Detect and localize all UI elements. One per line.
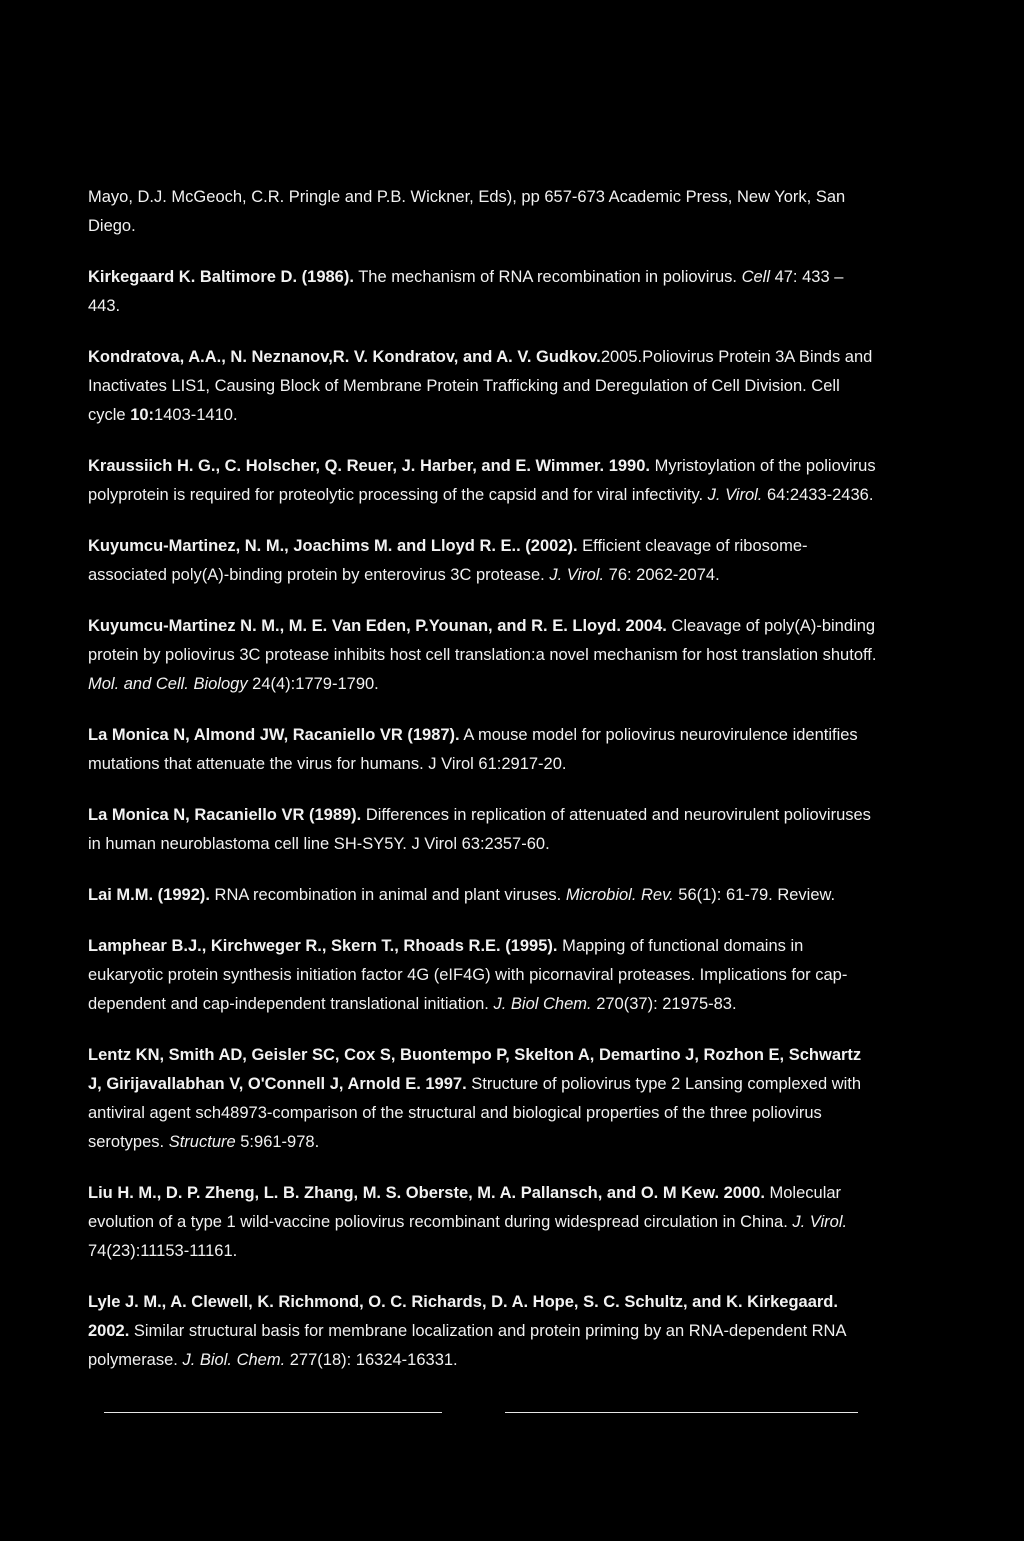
reference-authors: Lai M.M. (1992). [88,886,210,904]
reference-journal: J. Virol. [707,486,763,504]
footer-rule-left [104,1412,442,1413]
reference-authors: Lamphear B.J., Kirchweger R., Skern T., Rhoads R.E. (1995). [88,937,558,955]
reference-journal: J. Biol. Chem. [182,1351,286,1369]
reference-text: Efficient cleavage of ribosome-associated poly(A)-binding protein by enterovirus 3C protease. [88,537,808,584]
reference-text: Differences in replication of attenuated and neurovirulent polioviruses in human neuroblastoma cell line SH-SY5Y. J Virol 63:2357-60. [88,806,871,853]
reference-text: 74(23):11153-11161. [88,1242,238,1260]
reference-authors: Kirkegaard K. Baltimore D. (1986). [88,268,354,286]
reference-entry [88,1041,878,1157]
reference-entry [88,881,878,910]
reference-entry [88,801,878,859]
reference-text: 56(1): 61-79. Review. [673,886,836,904]
reference-text: 5:961-978. [235,1133,320,1151]
reference-journal: J. Virol. [792,1213,848,1231]
reference-authors: Kraussiich H. G., C. Holscher, Q. Reuer, J. Harber, and E. Wimmer. 1990. [88,457,650,475]
reference-journal: Structure [168,1133,236,1151]
reference-entry [88,1288,878,1375]
reference-text: Structure of poliovirus type 2 Lansing complexed with antiviral agent sch48973-comparison of the structural and biological properties of the three poliovirus serotypes. [88,1075,862,1151]
reference-text: 64:2433-2436. [762,486,874,504]
reference-entry [88,183,878,241]
reference-entry [88,612,878,699]
reference-text: Cleavage of poly(A)-binding protein by poliovirus 3C protease inhibits host cell translation:a novel mechanism for host translation shutoff. [88,617,877,664]
reference-entry [88,343,878,430]
reference-authors: Kuyumcu-Martinez, N. M., Joachims M. and Lloyd R. E.. (2002). [88,537,578,555]
reference-text: 1403-1410. [154,406,238,424]
reference-authors: Kondratova, A.A., N. Neznanov,R. V. Kondratov, and A. V. Gudkov. [88,348,601,366]
reference-authors: La Monica N, Almond JW, Racaniello VR (1987). [88,726,460,744]
reference-authors: La Monica N, Racaniello VR (1989). [88,806,362,824]
reference-text: 277(18): 16324-16331. [285,1351,458,1369]
reference-entry [88,932,878,1019]
reference-journal: J. Virol. [549,566,605,584]
reference-authors: Lyle J. M., A. Clewell, K. Richmond, O. C. Richards, D. A. Hope, S. C. Schultz, and K. Kirkegaard. 2002. [88,1293,838,1340]
reference-entry [88,532,878,590]
reference-journal: Cell [741,268,770,286]
reference-text: Myristoylation of the poliovirus polyprotein is required for proteolytic processing of the capsid and for viral infectivity. [88,457,876,504]
reference-entry [88,452,878,510]
reference-text: 47: 433 – 443. [88,268,844,315]
reference-text: Molecular evolution of a type 1 wild-vaccine poliovirus recombinant during widespread circulation in China. [88,1184,842,1231]
footer-separator [0,1412,1024,1414]
reference-journal: Mol. and Cell. Biology [88,675,248,693]
reference-entry [88,1179,878,1266]
reference-authors: Liu H. M., D. P. Zheng, L. B. Zhang, M. S. Oberste, M. A. Pallansch, and O. M Kew. 2000. [88,1184,765,1202]
reference-text: Mapping of functional domains in eukaryotic protein synthesis initiation factor 4G (eIF4G) with picornaviral proteases. Implications for cap-dependent and cap-independent translational initiation. [88,937,848,1013]
reference-text: A mouse model for poliovirus neurovirulence identifies mutations that attenuate the virus for humans. J Virol 61:2917-20. [88,726,858,773]
reference-text: 270(37): 21975-83. [591,995,737,1013]
reference-entry [88,721,878,779]
reference-authors: Lentz KN, Smith AD, Geisler SC, Cox S, Buontempo P, Skelton A, Demartino J, Rozhon E, Schwartz J, Girijavallabhan V, O'Connell J, Arnold E. 1997. [88,1046,862,1093]
reference-text: 76: 2062-2074. [604,566,720,584]
reference-authors: 10: [130,406,155,424]
reference-text: 2005.Poliovirus Protein 3A Binds and Inactivates LIS1, Causing Block of Membrane Protein Trafficking and Deregulation of Cell Division. Cell cycle [88,348,873,424]
reference-text: Mayo, D.J. McGeoch, C.R. Pringle and P.B. Wickner, Eds), pp 657-673 Academic Press, New York, San Diego. [88,188,846,235]
reference-entry [88,263,878,321]
reference-text: Similar structural basis for membrane localization and protein priming by an RNA-dependent RNA polymerase. [88,1322,846,1369]
reference-list [88,183,878,1397]
reference-text: RNA recombination in animal and plant viruses. [209,886,566,904]
reference-authors: Kuyumcu-Martinez N. M., M. E. Van Eden, P.Younan, and R. E. Lloyd. 2004. [88,617,667,635]
reference-journal: J. Biol Chem. [493,995,592,1013]
footer-rule-right [505,1412,858,1413]
reference-journal: Microbiol. Rev. [565,886,674,904]
reference-text: 24(4):1779-1790. [247,675,379,693]
reference-text: The mechanism of RNA recombination in poliovirus. [353,268,742,286]
